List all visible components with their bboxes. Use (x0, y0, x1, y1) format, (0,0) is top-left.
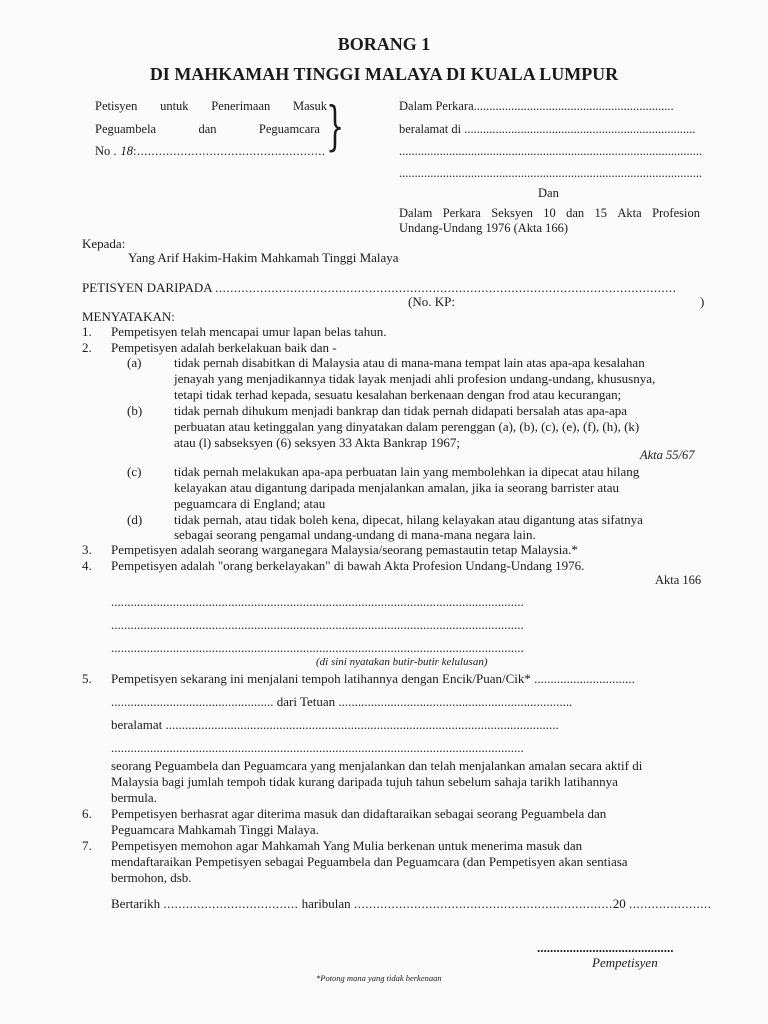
petition-title-line1: Petisyen untuk Penerimaan Masuk (95, 99, 327, 113)
item-5-tail-line: seorang Peguambela dan Peguamcara yang menjalankan dan telah menjalankan amalan secara aktif di (111, 758, 643, 773)
matter-line-4: ................................................................................................. (399, 166, 703, 180)
matter-address-line: beralamat di .......................................................................... (399, 122, 696, 136)
firm-address-line-2: ............................................................................................................................... (111, 740, 524, 755)
matter-and: Dan (538, 186, 559, 200)
item-5-text: Pempetisyen sekarang ini menjalani tempoh latihannya dengan Encik/Puan/Cik* ............................... (111, 671, 635, 686)
subitem-a-label: (a) (127, 355, 142, 370)
item-7-num: 7. (82, 838, 92, 853)
bankruptcy-act-note: Akta 55/67 (640, 448, 695, 462)
petition-from: PETISYEN DARIPADA ........................................................................................................................... (82, 280, 677, 295)
subitem-c-label: (c) (127, 464, 142, 479)
item-7-line: Pempetisyen memohon agar Mahkamah Yang Mulia berkenan untuk menerima masuk dan (111, 838, 583, 853)
matter-section-line: Dalam Perkara Seksyen 10 dan 15 Akta Profesion (399, 206, 700, 220)
footnote: *Potong mana yang tidak berkenaan (316, 973, 442, 983)
item-4-num: 4. (82, 558, 92, 573)
item-5-tail-line: Malaysia bagi jumlah tempoh tidak kurang daripada tujuh tahun sebelum sahaja tarikh latihannya (111, 774, 618, 789)
subitem-c-line: kelayakan atau digantung daripada menjalankan amalan, jika ia seorang barrister atau (174, 480, 620, 495)
ic-number-label: (No. KP: (408, 294, 455, 309)
subitem-b-line: perbuatan atau ketinggalan yang dinyatakan dalam perenggan (a), (b), (c), (e), (f), (h), (k) (174, 419, 640, 434)
addressee-name: Yang Arif Hakim-Hakim Mahkamah Tinggi Malaya (128, 250, 399, 265)
subitem-b-line: tidak pernah dihukum menjadi bankrap dan tidak pernah didapati bersalah atas apa-apa (174, 403, 628, 418)
matter-line-1: Dalam Perkara................................................................ (399, 99, 674, 113)
firm-address-line: beralamat ......................................................................................................................... (111, 717, 559, 732)
firm-line: .................................................. dari Tetuan ........................................................................ (111, 694, 573, 709)
legal-profession-act-note: Akta 166 (655, 573, 702, 587)
subitem-a-line: tidak pernah disabitkan di Malaysia atau di mana-mana tempat lain atas apa-apa kesalahan (174, 355, 645, 370)
item-7-line: mendaftaraikan Pempetisyen sebagai Peguambela dan Peguamcara (dan Pempetisyen akan sentiasa (111, 854, 628, 869)
subitem-b-label: (b) (127, 403, 143, 418)
to-label: Kepada: (82, 236, 126, 251)
court-title: DI MAHKAMAH TINGGI MALAYA DI KUALA LUMPUR (149, 64, 619, 84)
item-3-text: Pempetisyen adalah seorang warganegara Malaysia/seorang pemastautin tetap Malaysia.* (111, 542, 578, 557)
item-7-line: bermohon, dsb. (111, 870, 192, 885)
subitem-b-line: atau (l) sabseksyen (6) seksyen 33 Akta Bankrap 1967; (174, 435, 460, 450)
item-4-text: Pempetisyen adalah "orang berkelayakan" di bawah Akta Profesion Undang-Undang 1976. (111, 558, 585, 573)
subitem-c-line: tidak pernah melakukan apa-apa perbuatan lain yang membolehkan ia dipecat atau hilang (174, 464, 640, 479)
subitem-d-line: tidak pernah, atau tidak boleh kena, dipecat, hilang kelayakan atau digantung atas sifatnya (174, 512, 643, 527)
qualification-line: ............................................................................................................................... (111, 594, 524, 609)
petition-brace: } (326, 97, 345, 157)
item-5-tail-line: bermula. (111, 790, 157, 805)
item-6-num: 6. (82, 806, 92, 821)
item-2-text: Pempetisyen adalah berkelakuan baik dan - (111, 340, 337, 355)
subitem-d-line: sebagai seorang pengamal undang-undang di mana-mana negara lain. (174, 527, 536, 542)
item-1-num: 1. (82, 324, 92, 339)
subitem-a-line: jenayah yang menjadikannya tidak layak menjadi ahli profesion undang-undang, khususnya, (174, 371, 656, 386)
signature-line: .......................................... (537, 940, 674, 955)
signature-label: Pempetisyen (592, 955, 658, 970)
form-number: BORANG 1 (337, 34, 431, 54)
qualification-hint: (di sini nyatakan butir-butir kelulusan) (316, 656, 488, 668)
item-3-num: 3. (82, 542, 92, 557)
matter-act-line: Undang-Undang 1976 (Akta 166) (399, 221, 569, 235)
date-line: Bertarikh .................................... haribulan .....................................................................20 ...................... (111, 896, 712, 911)
subitem-d-label: (d) (127, 512, 143, 527)
subitem-c-line: peguamcara di England; atau (174, 496, 326, 511)
petition-number-value: 18 (120, 144, 134, 158)
qualification-line: ............................................................................................................................... (111, 640, 524, 655)
petition-number: No . 18:.................................................... (95, 144, 326, 158)
matter-line-3: ................................................................................................. (399, 144, 703, 158)
qualification-line: ............................................................................................................................... (111, 617, 524, 632)
item-6-line: Pempetisyen berhasrat agar diterima masuk dan didaftaraikan sebagai seorang Peguambela dan (111, 806, 607, 821)
ic-number-close: ) (700, 294, 705, 309)
item-2-num: 2. (82, 340, 92, 355)
item-6-line: Peguamcara Mahkamah Tinggi Malaya. (111, 822, 319, 837)
item-5-num: 5. (82, 671, 92, 686)
subitem-a-line: tetapi tidak terhad kepada, sesuatu kesalahan berkenaan dengan frod atau kecurangan; (174, 387, 622, 402)
declares-heading: MENYATAKAN: (82, 309, 175, 324)
petition-title-line2: Peguambela dan Peguamcara (95, 122, 320, 136)
item-1-text: Pempetisyen telah mencapai umur lapan belas tahun. (111, 324, 387, 339)
